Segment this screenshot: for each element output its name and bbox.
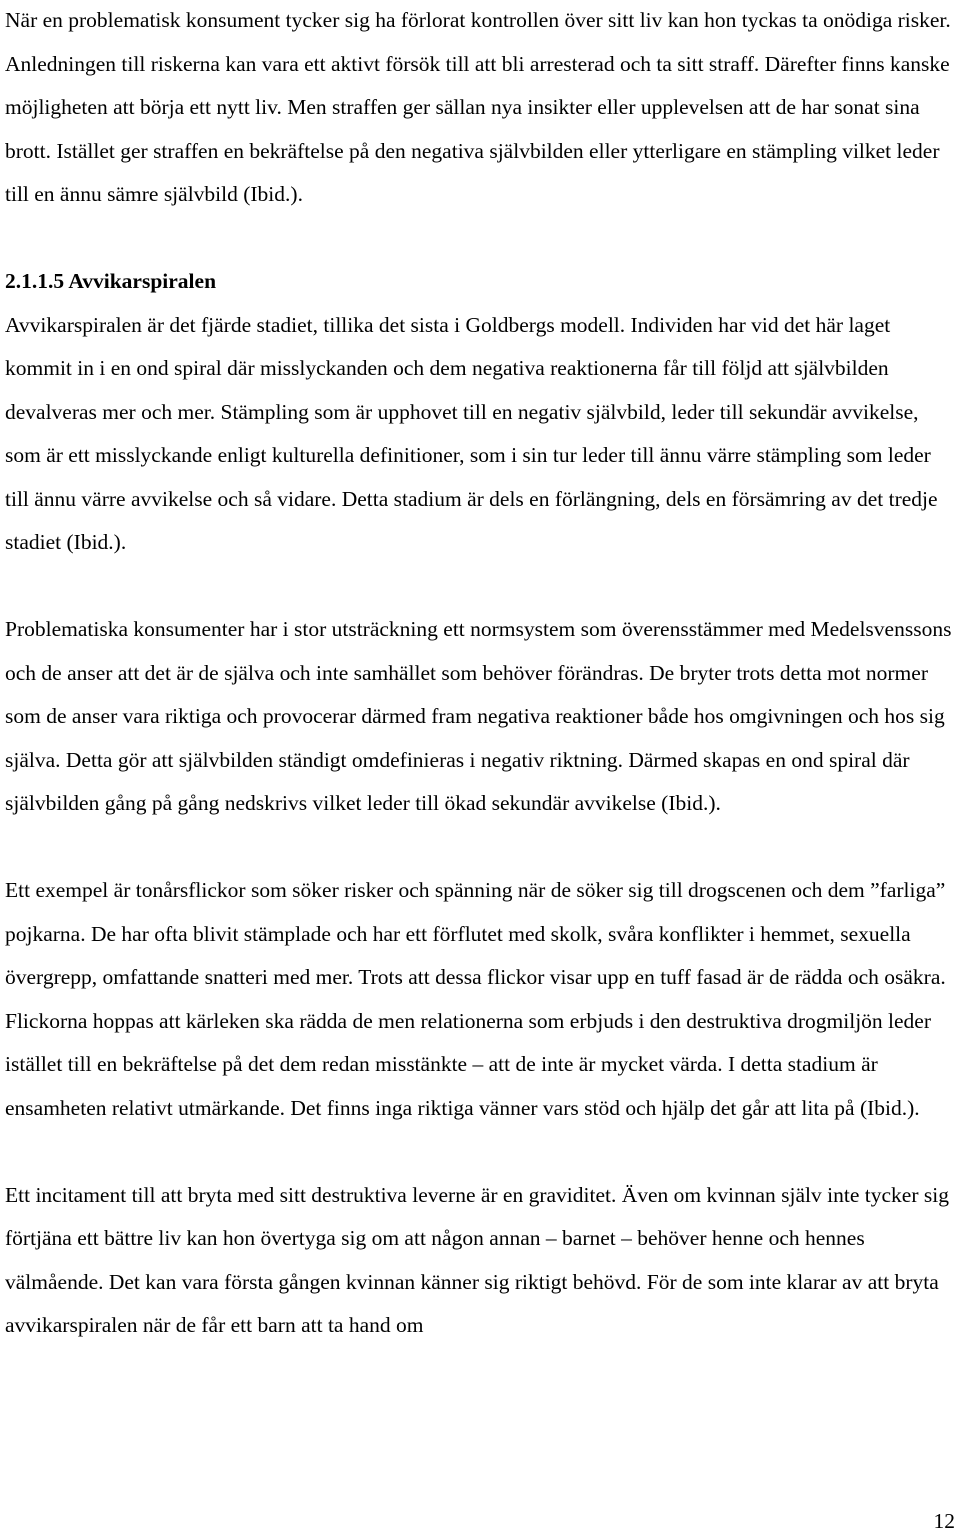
paragraph-spiral-definition: Avvikarspiralen är det fjärde stadiet, tillika det sista i Goldbergs modell. Individen har vid det här laget kommit in i en ond spiral där misslyckanden och dem negativa reaktionerna får till följd att självbilden devalveras mer och mer. Stämpling som är upphovet till en negativ självbild, leder till sekundär avvikelse, som är ett misslyckande enligt kulturella definitioner, som i sin tur leder till ännu värre stämpling som leder till ännu värre avvikelse och så vidare. Detta stadium är dels en förlängning, dels en försämring av det tredje stadiet (Ibid.). bbox=[5, 312, 938, 554]
paragraph-risk-taking: När en problematisk konsument tycker sig ha förlorat kontrollen över sitt liv kan hon tyckas ta onödiga risker. Anledningen till riskerna kan vara ett aktivt försök till att bli arresterad och ta sitt straff. Därefter finns kanske möjligheten att börja ett nytt liv. Men straffen ger sällan nya insikter eller upplevelsen att de har sonat sina brott. Istället ger straffen en bekräftelse på den negativa självbilden eller ytterligare en stämpling vilket leder till en ännu sämre självbild (Ibid.). bbox=[5, 8, 951, 206]
page-number: 12 bbox=[933, 1509, 955, 1533]
paragraph-spacer bbox=[5, 217, 955, 261]
paragraph-spacer bbox=[5, 826, 955, 870]
paragraph-spacer bbox=[5, 565, 955, 609]
paragraph-teen-girls-example: Ett exempel är tonårsflickor som söker risker och spänning när de söker sig till drogscenen och dem ”farliga” pojkarna. De har ofta blivit stämplade och har ett förflutet med skolk, svåra konflikter i hemmet, sexuella övergrepp, omfattande snatteri med mer. Trots att dessa flickor visar upp en tuff fasad är de rädda och osäkra. Flickorna hoppas att kärleken ska rädda de men relationerna som erbjuds i den destruktiva drogmiljön leder istället till en bekräftelse på det dem redan misstänkte – att de inte är mycket värda. I detta stadium är ensamheten relativt utmärkande. Det finns inga riktiga vänner vars stöd och hjälp det går att lita på (Ibid.). bbox=[5, 878, 946, 1120]
section-heading: 2.1.1.5 Avvikarspiralen bbox=[5, 269, 217, 293]
paragraph-norm-system: Problematiska konsumenter har i stor utsträckning ett normsystem som överensstämmer med Medelsvenssons och de anser att det är de själva och inte samhället som behöver förändras. De bryter trots detta mot normer som de anser vara riktiga och provocerar därmed fram negativa reaktioner både hos omgivningen och hos sig själva. Detta gör att självbilden ständigt omdefinieras i negativ riktning. Därmed skapas en ond spiral där självbilden gång på gång nedskrivs vilket leder till ökad sekundär avvikelse (Ibid.). bbox=[5, 617, 952, 815]
paragraph-spacer bbox=[5, 1130, 955, 1174]
document-body bbox=[5, 0, 955, 1348]
paragraph-pregnancy-incentive: Ett incitament till att bryta med sitt destruktiva leverne är en graviditet. Även om kvinnan själv inte tycker sig förtjäna ett bättre liv kan hon övertyga sig om att någon annan – barnet – behöver henne och hennes välmående. Det kan vara första gången kvinnan känner sig riktigt behövd. För de som inte klarar av att bryta avvikarspiralen när de får ett barn att ta hand om bbox=[5, 1182, 949, 1337]
